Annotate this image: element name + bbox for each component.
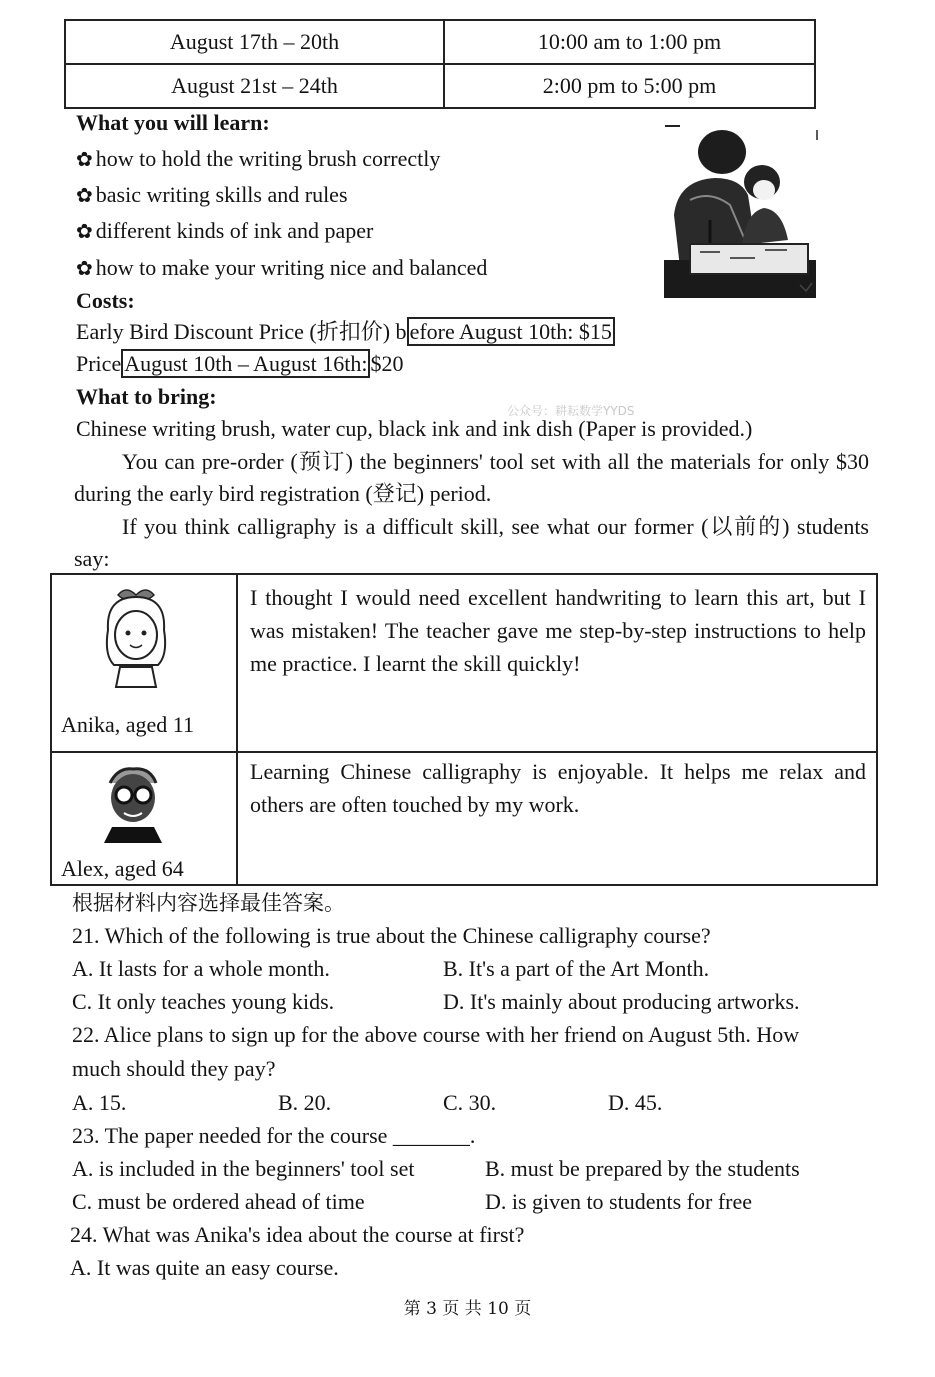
page-number: 第 3 页 共 10 页: [403, 1299, 532, 1319]
testimonial-student: [51, 574, 237, 752]
girl-avatar-icon: [96, 585, 176, 690]
schedule-dates: August 17th – 20th: [65, 20, 444, 64]
answer-option: D. It's mainly about producing artworks.: [443, 989, 800, 1014]
bring-heading: What to bring:: [76, 384, 217, 409]
testimonial-row: [51, 574, 877, 752]
learn-item: ✿ how to make your writing nice and balanced: [76, 255, 488, 280]
learn-item: ✿ different kinds of ink and paper: [76, 218, 374, 243]
testimonial-quote: I thought I would need excellent handwriting to learn this art, but I was mistaken! The teacher gave me step-by-step instructions to help me practice. I learnt the skill quickly!: [250, 585, 866, 676]
flower-bullet-icon: ✿: [76, 221, 93, 243]
former-students-paragraph: If you think calligraphy is a difficult skill, see what our former (以前的) students say:: [74, 514, 869, 571]
schedule-table: [64, 19, 816, 109]
question-stem-continued: much should they pay?: [72, 1056, 276, 1081]
schedule-time: 10:00 am to 1:00 pm: [444, 20, 815, 64]
calligraphy-illustration: [660, 120, 825, 305]
learn-heading: What you will learn:: [76, 110, 270, 135]
preorder-paragraph: You can pre-order (预订) the beginners' tool set with all the materials for only $30 during the early bird registration (登记) period.: [74, 449, 869, 506]
answer-option: A. 15.: [72, 1090, 127, 1115]
answer-option: C. It only teaches young kids.: [72, 989, 335, 1014]
answer-option: C. 30.: [443, 1090, 497, 1115]
answer-option: D. 45.: [608, 1090, 663, 1115]
boxed-price-text: efore August 10th: $15: [407, 317, 615, 346]
bring-items: Chinese writing brush, water cup, black ink and ink dish (Paper is provided.): [76, 416, 753, 441]
student-name: Alex, aged 64: [61, 856, 184, 881]
testimonial-quote: Learning Chinese calligraphy is enjoyable. It helps me relax and others are often touched by my work.: [250, 759, 866, 817]
testimonial-row: [51, 752, 877, 885]
answer-option: D. is given to students for free: [485, 1189, 752, 1214]
answer-option: A. It lasts for a whole month.: [72, 956, 330, 981]
answer-option: A. It was quite an easy course.: [70, 1255, 339, 1280]
schedule-time: 2:00 pm to 5:00 pm: [444, 64, 815, 108]
schedule-row: [65, 20, 815, 64]
boxed-price-text: August 10th – August 16th:: [121, 349, 370, 378]
old-man-avatar-icon: [98, 763, 168, 845]
learn-item: ✿ basic writing skills and rules: [76, 182, 348, 207]
costs-heading: Costs:: [76, 288, 135, 313]
question-stem: 24. What was Anika's idea about the course at first?: [70, 1222, 525, 1247]
answer-option: B. It's a part of the Art Month.: [443, 956, 710, 981]
schedule-dates: August 21st – 24th: [65, 64, 444, 108]
answer-option: A. is included in the beginners' tool set: [72, 1156, 415, 1181]
answer-option: B. 20.: [278, 1090, 332, 1115]
question-stem: 23. The paper needed for the course _______.: [72, 1123, 476, 1148]
question-stem: 22. Alice plans to sign up for the above course with her friend on August 5th. How: [72, 1022, 800, 1047]
answer-option: B. must be prepared by the students: [485, 1156, 800, 1181]
testimonials-table: [50, 573, 878, 886]
answer-option: C. must be ordered ahead of time: [72, 1189, 365, 1214]
flower-bullet-icon: ✿: [76, 149, 93, 171]
testimonial-quote-cell: [237, 752, 877, 885]
question-stem: 21. Which of the following is true about the Chinese calligraphy course?: [72, 923, 711, 948]
flower-bullet-icon: ✿: [76, 258, 93, 280]
learn-item: ✿ how to hold the writing brush correctly: [76, 146, 441, 171]
instruction-text: 根据材料内容选择最佳答案。: [72, 891, 345, 915]
flower-bullet-icon: ✿: [76, 185, 93, 207]
regular-price: Price August 10th – August 16th: $20: [76, 351, 404, 376]
student-name: Anika, aged 11: [61, 712, 194, 737]
watermark: 公众号：耕耘数学YYDS: [507, 404, 635, 418]
testimonial-student: [51, 752, 237, 885]
early-bird-price: Early Bird Discount Price (折扣价) b efore August 10th: $15: [76, 318, 615, 346]
testimonial-quote-cell: [237, 574, 877, 752]
schedule-row: [65, 64, 815, 108]
